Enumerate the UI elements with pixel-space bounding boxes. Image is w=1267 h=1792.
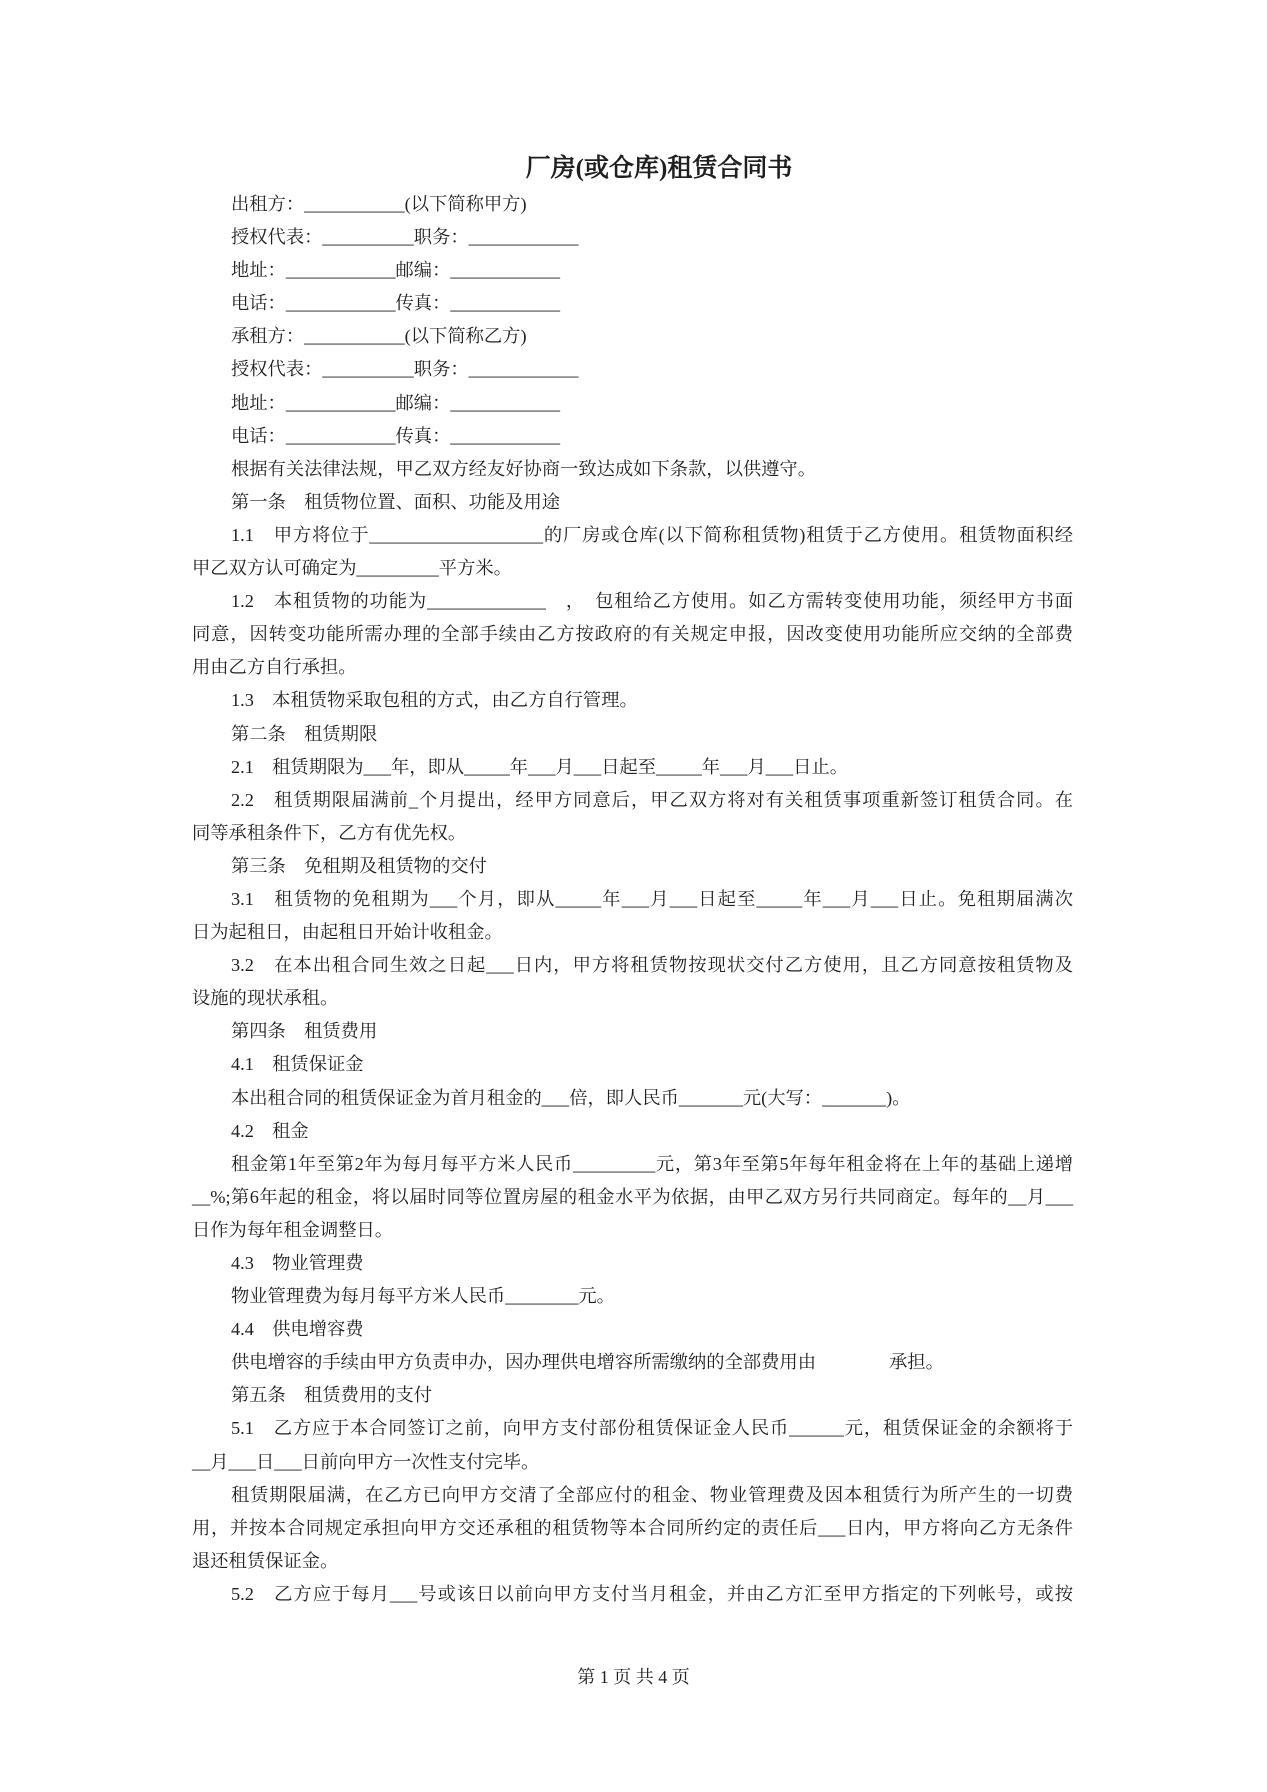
page-footer: 第 1 页 共 4 页 (577, 1667, 690, 1687)
party-line-lessee-address: 地址：____________邮编：____________ (231, 392, 561, 413)
party-line-lessee: 承租方：___________(以下简称乙方) (231, 326, 527, 347)
clause-4-4-heading: 4.4 供电增容费 (231, 1319, 364, 1340)
clause-5-1-line: 5.1 乙方应于本合同签订之前，向甲方支付部份租赁保证金人民币______元，租赁保证金的余额将于 (231, 1418, 1073, 1439)
clause-4-2-line: 日作为每年租金调整日。 (192, 1219, 394, 1240)
clause-4-2-line: __%;第6年起的租金，将以届时同等位置房屋的租金水平为依据，由甲乙双方另行共同商定。每年的__月___ (192, 1186, 1073, 1207)
contract-body (192, 188, 1073, 1611)
article-3-heading: 第三条 免租期及租赁物的交付 (231, 855, 487, 876)
preamble: 根据有关法律法规，甲乙双方经友好协商一致达成如下条款，以供遵守。 (231, 458, 816, 479)
deposit-refund-line: 退还租赁保证金。 (192, 1550, 339, 1571)
clause-2-2-line: 2.2 租赁期限届满前_个月提出，经甲方同意后，甲乙双方将对有关租赁事项重新签订租赁合同。在 (231, 789, 1073, 810)
clause-1-3-line: 1.3 本租赁物采取包租的方式，由乙方自行管理。 (231, 690, 638, 711)
party-line-lessor-phone: 电话：____________传真：____________ (231, 293, 561, 314)
clause-5-1-line: __月___日___日前向甲方一次性支付完毕。 (192, 1451, 540, 1472)
article-2 (192, 718, 1073, 850)
clause-4-3-heading: 4.3 物业管理费 (231, 1253, 364, 1273)
article-5 (192, 1379, 1073, 1611)
document-title: 厂房(或仓库)租赁合同书 (525, 155, 793, 182)
article-4 (192, 1015, 1073, 1379)
article-3 (192, 850, 1073, 1015)
article-1-heading: 第一条 租赁物位置、面积、功能及用途 (231, 491, 561, 512)
party-line-lessee-phone: 电话：____________传真：____________ (231, 425, 561, 446)
clause-4-2-line: 租金第1年至第2年为每月每平方米人民币_________元，第3年至第5年每年租金将在上年的基础上递增 (231, 1153, 1073, 1174)
article-1 (192, 486, 1073, 718)
clause-4-2-heading: 4.2 租金 (231, 1120, 309, 1141)
deposit-refund-line: 租赁期限届满，在乙方已向甲方交清了全部应付的租金、物业管理费及因本租赁行为所产生的一切费 (231, 1484, 1073, 1505)
clause-4-3-line: 物业管理费为每月每平方米人民币________元。 (231, 1286, 615, 1307)
clause-4-4-line: 供电增容的手续由甲方负责申办，因办理供电增容所需缴纳的全部费用由 承担。 (231, 1352, 944, 1373)
party-line-lessor: 出租方：___________(以下简称甲方) (231, 194, 527, 214)
clause-3-1-line: 3.1 租赁物的免租期为___个月，即从_____年___月___日起至_____年___月___日止。免租期届满次 (231, 888, 1073, 909)
deposit-refund-line: 用，并按本合同规定承担向甲方交还承租的租赁物等本合同所约定的责任后___日内，甲方将向乙方无条件 (192, 1517, 1073, 1538)
party-line-lessor-representative: 授权代表：__________职务：____________ (231, 227, 579, 248)
clause-3-2-line: 设施的现状承租。 (192, 988, 339, 1009)
clause-4-1-heading: 4.1 租赁保证金 (231, 1054, 364, 1075)
clause-2-1-line: 2.1 租赁期限为___年，即从_____年___月___日起至_____年___月___日止。 (231, 756, 848, 777)
article-2-heading: 第二条 租赁期限 (231, 723, 378, 744)
party-line-lessor-address: 地址：____________邮编：____________ (231, 260, 561, 281)
party-line-lessee-representative: 授权代表：__________职务：____________ (231, 359, 579, 380)
article-5-heading: 第五条 租赁费用的支付 (231, 1385, 433, 1406)
clause-3-2-line: 3.2 在本出租合同生效之日起___日内，甲方将租赁物按现状交付乙方使用，且乙方同意按租赁物及 (231, 955, 1073, 976)
clause-2-2-line: 同等承租条件下，乙方有优先权。 (192, 822, 467, 843)
clause-5-2-line: 5.2 乙方应于每月___号或该日以前向甲方支付当月租金，并由乙方汇至甲方指定的下列帐号，或按 (231, 1583, 1073, 1604)
article-4-heading: 第四条 租赁费用 (231, 1021, 378, 1042)
clause-1-1-line: 1.1 甲方将位于___________________的厂房或仓库(以下简称租赁物)租赁于乙方使用。租赁物面积经 (231, 524, 1073, 545)
clause-1-2-line: 用由乙方自行承担。 (192, 657, 357, 678)
clause-1-2-line: 同意，因转变功能所需办理的全部手续由乙方按政府的有关规定申报，因改变使用功能所应交纳的全部费 (192, 624, 1073, 645)
clause-3-1-line: 日为起租日，由起租日开始计收租金。 (192, 922, 503, 943)
clause-1-2-line: 1.2 本租赁物的功能为_____________ ， 包租给乙方使用。如乙方需转变使用功能，须经甲方书面 (231, 591, 1073, 612)
clause-1-1-line: 甲乙双方认可确定为_________平方米。 (192, 558, 512, 579)
parties-block (192, 188, 1073, 453)
clause-4-1-line: 本出租合同的租赁保证金为首月租金的___倍，即人民币_______元(大写：_______)。 (231, 1087, 911, 1108)
